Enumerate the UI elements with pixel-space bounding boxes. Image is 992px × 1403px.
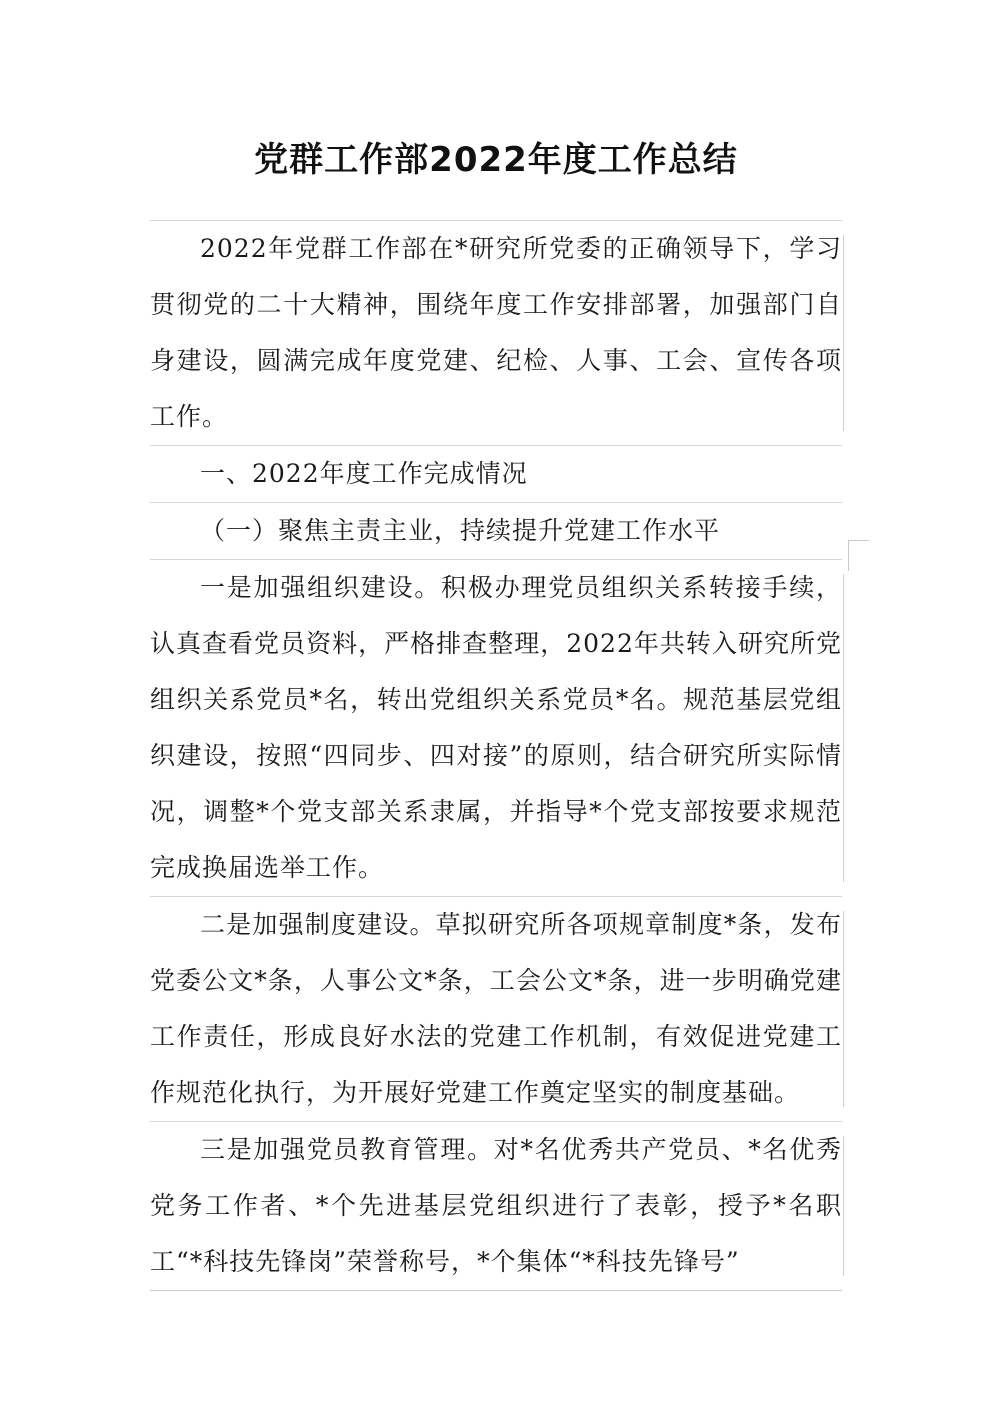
margin-mark — [848, 540, 869, 571]
paragraph-organization: 一是加强组织建设。积极办理党员组织关系转接手续，认真查看党员资料，严格排查整理，2022年共转入研究所党组织关系党员*名，转出党组织关系党员*名。规范基层党组织建设，按照“四同步、四对接”的原则，结合研究所实际情况，调整*个党支部关系隶属，并指导*个党支部按要求规范完成换届选举工作。 — [150, 559, 842, 896]
bottom-divider — [150, 1290, 842, 1291]
document-body — [150, 220, 842, 1291]
page-title: 党群工作部2022年度工作总结 — [254, 140, 738, 180]
paragraph-education: 三是加强党员教育管理。对*名优秀共产党员、*名优秀党务工作者、*个先进基层党组织进行了表彰，授予*名职工“*科技先锋岗”荣誉称号，*个集体“*科技先锋号” — [150, 1121, 842, 1290]
intro-paragraph: 2022年党群工作部在*研究所党委的正确领导下，学习贯彻党的二十大精神，围绕年度工作安排部署，加强部门自身建设，圆满完成年度党建、纪检、人事、工会、宣传各项工作。 — [150, 220, 842, 445]
subsection-heading: （一）聚焦主责主业，持续提升党建工作水平 — [150, 502, 842, 559]
section-heading: 一、2022年度工作完成情况 — [150, 445, 842, 502]
paragraph-institution: 二是加强制度建设。草拟研究所各项规章制度*条，发布党委公文*条，人事公文*条，工会公文*条，进一步明确党建工作责任，形成良好水法的党建工作机制，有效促进党建工作规范化执行，为开展好党建工作奠定坚实的制度基础。 — [150, 896, 842, 1121]
